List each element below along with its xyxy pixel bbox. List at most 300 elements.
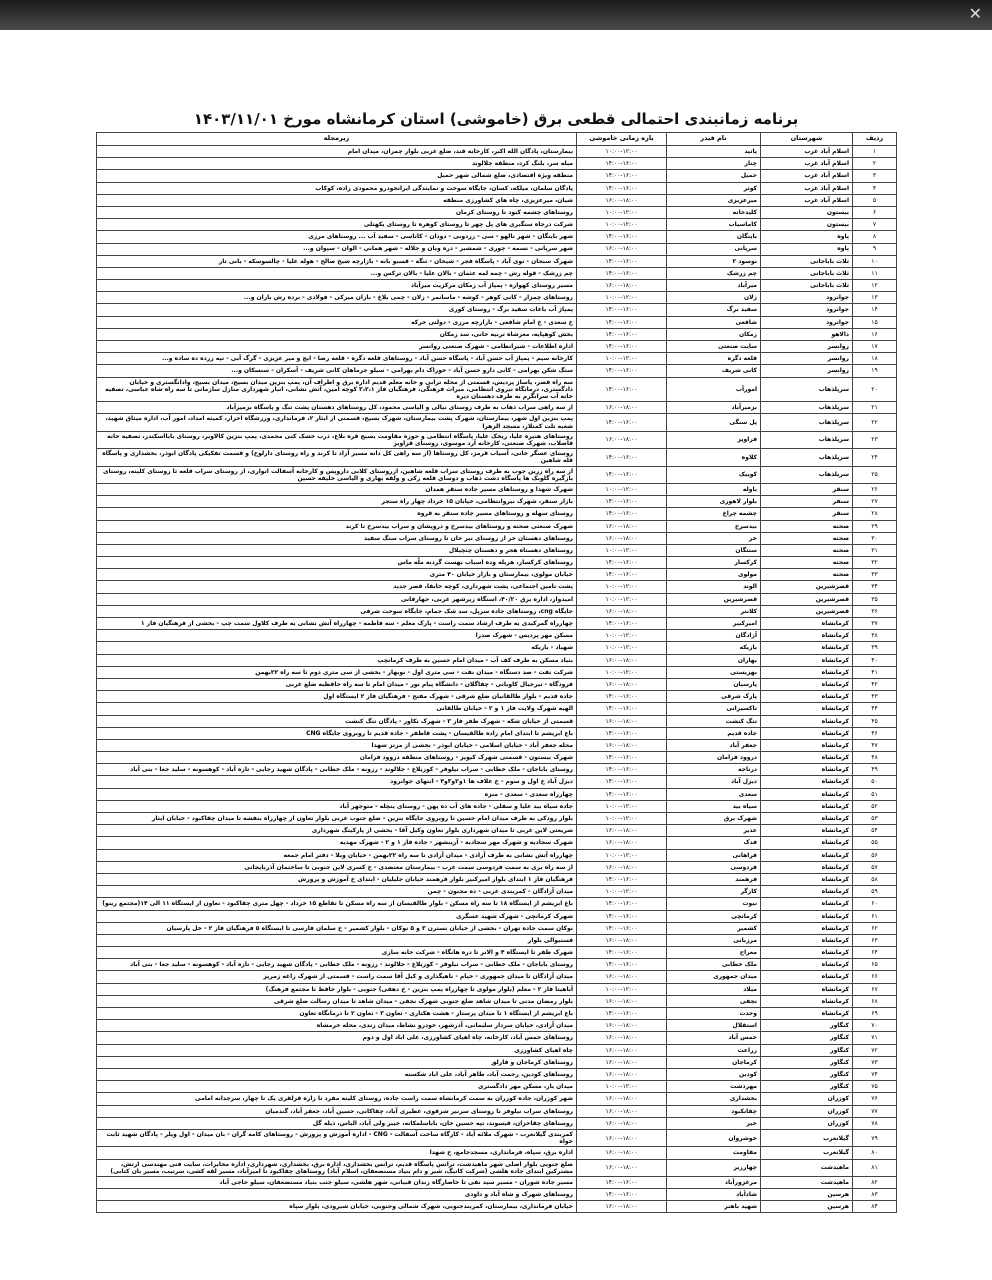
table-row [97,764,897,776]
city-cell: کرمانشاه [761,752,853,764]
areas-cell: کارخانه سیم - پمپاژ آب حسن آباد - پاسگاه حسن آباد - روستاهای قلعه دگره - قلعه رضا - ایج و میر عزیزی - گرگ آبی - تپه زرده ده ساده و... [97,353,577,365]
viewer-toolbar [0,0,992,30]
feeder-cell: میرآباد [667,280,761,292]
city-cell: سنقر [761,508,853,520]
table-row [97,402,897,414]
time-range-cell: ۱۴:۰۰-۱۶:۰۰ [577,341,667,353]
areas-cell: اداره اطلاعات - شیرانظامی - شهرک صنعتی روانسر [97,341,577,353]
table-row [97,1056,897,1068]
feeder-cell: میلاد [667,983,761,995]
areas-cell: محله جعفر آباد - خیابان اسلامی - خیابان ابوذر - بخشی از مرتز شهدا [97,739,577,751]
feeder-cell: امورآب [667,377,761,402]
city-cell: کنگاور [761,1044,853,1056]
areas-cell: شهرک سجادیه و شهرک مهر سجادیه - آرینشهر - جاده فاز ۱ و ۲ - شهرک مهدیه [97,837,577,849]
time-range-cell: ۱۶:۰۰-۱۸:۰۰ [577,431,667,448]
areas-cell: شهر کوزران، جاده کوزران به سمت کرمانشاه سمت راست جاده، روستای کلینه مفرد تا زاره قزلقری یک تا چهار، سرجدانه امامی [97,1093,577,1105]
close-icon[interactable]: ✕ [968,4,982,23]
table-row [97,194,897,206]
time-range-cell: ۱۰:۰۰-۱۲:۰۰ [577,292,667,304]
row-number: ۶۰ [853,898,897,910]
row-number: ۷۰ [853,1020,897,1032]
areas-cell: فرهنگیان فاز ۱ ابتدای بلوار امیرکبیر بلوار فرهمند خیابان جلیلیان - ابتدای خ آموزش و پرورش [97,873,577,885]
table-row [97,776,897,788]
areas-cell: شیان، میرعزیزی، چاه های کشاورزی منطقه [97,194,577,206]
table-row [97,959,897,971]
row-number: ۲۷ [853,496,897,508]
row-number: ۳۷ [853,618,897,630]
table-row [97,983,897,995]
table-row [97,934,897,946]
feeder-cell: آزادگان [667,630,761,642]
row-number: ۶۲ [853,922,897,934]
city-cell: کرمانشاه [761,739,853,751]
feeder-cell: حمیل [667,170,761,182]
column-header-row-number: ردیف [853,133,897,146]
table-row [97,496,897,508]
city-cell: کنگاور [761,1020,853,1032]
city-cell: کوزران [761,1117,853,1129]
time-range-cell: ۱۴:۰۰-۱۶:۰۰ [577,557,667,569]
city-cell: گیلانغرب [761,1129,853,1146]
city-cell: کوزران [761,1105,853,1117]
table-row [97,618,897,630]
city-cell: قصرشیرین [761,581,853,593]
city-cell: ماهیدشت [761,1176,853,1188]
city-cell: صحنه [761,544,853,556]
city-cell: سنقر [761,496,853,508]
city-cell: کرمانشاه [761,654,853,666]
feeder-cell: نجفی [667,995,761,1007]
feeder-cell: نیوت [667,898,761,910]
areas-cell: شهرک ظفر تا ایستگاه ۴ و الانر تا دره هانگاه - شرکت خانه سازی [97,947,577,959]
areas-cell: مسیر جاده شوران - مسیر سید نقی تا خاضارگاه زندان قبیانی، شهر هلشی، سیلو جنب بنیاد مستضعفان، سیلو حاجی آباد [97,1176,577,1188]
table-row [97,703,897,715]
time-range-cell: ۱۴:۰۰-۱۶:۰۰ [577,569,667,581]
table-row [97,280,897,292]
time-range-cell: ۱۴:۰۰-۱۶:۰۰ [577,449,667,466]
table-row [97,1081,897,1093]
time-range-cell: ۱۰:۰۰-۱۲:۰۰ [577,593,667,605]
feeder-cell: کرمانچی [667,910,761,922]
areas-cell: روستاهای چقاخزان، قیسوند، تپه حسین خان، باباسلمکانه، خیبر ولی آباد، الیاس، ذیله گل [97,1117,577,1129]
row-number: ۳۲ [853,557,897,569]
city-cell: کنگاور [761,1068,853,1080]
time-range-cell: ۱۴:۰۰-۱۶:۰۰ [577,764,667,776]
time-range-cell: ۱۴:۰۰-۱۶:۰۰ [577,898,667,910]
feeder-cell: استقلال [667,1020,761,1032]
row-number: ۲۰ [853,377,897,402]
city-cell: کنگاور [761,1056,853,1068]
feeder-cell: معراج [667,947,761,959]
city-cell: صحنه [761,569,853,581]
feeder-cell: ملک خطابی [667,959,761,971]
table-row [97,849,897,861]
city-cell: سرپلذهاب [761,377,853,402]
areas-cell: جاده سیاه بید علیا و سفلی - جاده های آب ده پهن - روستای ینچله - متوجهر آباد [97,800,577,812]
row-number: ۶۴ [853,947,897,959]
table-row [97,971,897,983]
time-range-cell: ۱۶:۰۰-۱۸:۰۰ [577,825,667,837]
feeder-cell: کلیدخانه [667,206,761,218]
areas-cell: روستاهای خمس آباد، کارخانه، چاه اهیای کشاورزی، علی اباد اول و دوم [97,1032,577,1044]
table-row [97,182,897,194]
time-range-cell: ۱۴:۰۰-۱۶:۰۰ [577,414,667,431]
table-row [97,898,897,910]
time-range-cell: ۱۴:۰۰-۱۶:۰۰ [577,316,667,328]
row-number: ۷۴ [853,1068,897,1080]
areas-cell: روستاهای دهستاه هجر و دهستان چنچیلال [97,544,577,556]
feeder-cell: الوند [667,581,761,593]
table-body [97,146,897,1213]
row-number: ۱۶ [853,328,897,340]
row-number: ۴۴ [853,703,897,715]
time-range-cell: ۱۶:۰۰-۱۸:۰۰ [577,1032,667,1044]
table-row [97,304,897,316]
city-cell: بیستون [761,206,853,218]
feeder-cell: درناجه [667,764,761,776]
areas-cell: بنیاد مسکن به طرف کف آب - میدان امام حسین به طرف کرمانچپ [97,654,577,666]
feeder-cell: خمس آباد [667,1032,761,1044]
row-number: ۴۷ [853,739,897,751]
time-range-cell: ۱۶:۰۰-۱۸:۰۰ [577,1068,667,1080]
row-number: ۵۵ [853,837,897,849]
areas-cell: میدان آزادگان - کمربندی غربی - ده مجنون - چمن [97,886,577,898]
row-number: ۵۴ [853,825,897,837]
table-row [97,910,897,922]
feeder-cell: کلاوه [667,449,761,466]
feeder-cell: مرزبانی [667,934,761,946]
areas-cell: پمپ بنزین اول شهر، بیمارستان، شهرک پشت بیمارستان، شهرک بسیج، قسمتی از ایثار ۲، فرمانداری، ورزشگاه احرار، کمیته امداد، امور آب، اداره میثاق شهید، شعبه تلت کمتلار، مسجد الزهرا [97,414,577,431]
areas-cell: آناهیتا فاز ۲ - معلم (بلوار مولوی تا چهارراه پمپ بنزین - خ دهقی) جنوبی - بلوار حافظ تا مجتمع فرهنگ) [97,983,577,995]
row-number: ۲۳ [853,431,897,448]
city-cell: اسلام آباد غرب [761,194,853,206]
feeder-cell: فرهمند [667,873,761,885]
areas-cell: باغ ابریشم تا ابتدای امام زاده طالقیسان - پشت قاطفر - جاده قدیم تا روبروی جایگاه CNG [97,727,577,739]
row-number: ۵ [853,194,897,206]
city-cell: کرمانشاه [761,861,853,873]
table-row [97,752,897,764]
time-range-cell: ۱۴:۰۰-۱۶:۰۰ [577,377,667,402]
row-number: ۵۳ [853,813,897,825]
city-cell: صحنه [761,532,853,544]
time-range-cell: ۱۰:۰۰-۱۲:۰۰ [577,813,667,825]
outage-schedule-table [96,132,897,1213]
feeder-cell: نوسود ۲ [667,255,761,267]
feeder-cell: کودین [667,1068,761,1080]
areas-cell: بازار سنقر، شهرک نیروانتظامی، خیابان ۱۵ خرداد چهار راه سنجر [97,496,577,508]
areas-cell: سه راه قصر، پاساژ پردیس، قسمتی از محله ترابی و خانه معلم قدیم اداره برق و اطراف آن، پمپ بنزین میدان بسیج، میدان بسیج، وادانگستری و خیابان دادگستری، درمانگاه نیروی انتظامی، میراث فرهنگی، فرهنگیان فاز ۳،۲،۱ کوچه امین، آتش نشانی، انبار شهرداری منازل سازمانی تا سه راه شاه عباسی، تصفیه خانه آب سرانگرم به طرف دهستان دیره [97,377,577,402]
feeder-cell: زراعت [667,1044,761,1056]
time-range-cell: ۱۶:۰۰-۱۸:۰۰ [577,1020,667,1032]
areas-cell: اداره برق، سپاه، فرمانداری، مسجدجامع، خ شهدا [97,1147,577,1159]
city-cell: سرپلذهاب [761,449,853,466]
row-number: ۸۰ [853,1147,897,1159]
time-range-cell: ۱۶:۰۰-۱۸:۰۰ [577,520,667,532]
time-range-cell: ۱۶:۰۰-۱۸:۰۰ [577,739,667,751]
city-cell: روانسر [761,341,853,353]
table-row [97,739,897,751]
table-row [97,1159,897,1176]
city-cell: کرمانشاه [761,971,853,983]
table-row [97,642,897,654]
feeder-cell: زلان [667,292,761,304]
areas-cell: شریعتی لاین غربی تا میدان شهرداری بلوار تعاون وکیل آقا - بخشی از پارکینگ شهرداری [97,825,577,837]
table-row [97,431,897,448]
feeder-cell: شهرک برق [667,813,761,825]
feeder-cell: تاکسیرانی [667,703,761,715]
feeder-cell: سنتگان [667,544,761,556]
row-number: ۸۱ [853,1159,897,1176]
city-cell: کرمانشاه [761,983,853,995]
areas-cell: روستاهای کرکسار، هریله وده اسیاب بهست گردنه ملّه ماس [97,557,577,569]
areas-cell: فستیوالی بلوار [97,934,577,946]
city-cell: روانسر [761,365,853,377]
row-number: ۳۵ [853,593,897,605]
areas-cell: بخش کوهپایه، مغرشاه تربیه خانی، سد زمکان [97,328,577,340]
table-row [97,800,897,812]
city-cell: کرمانشاه [761,800,853,812]
row-number: ۲۹ [853,520,897,532]
areas-cell: شرکت درجاه سنگبری های پل چهر تا روستای کوهره تا روستای یکهتلی [97,219,577,231]
row-number: ۳۹ [853,642,897,654]
city-cell: کرمانشاه [761,849,853,861]
row-number: ۵۱ [853,788,897,800]
row-number: ۴۵ [853,715,897,727]
feeder-cell: باینگان [667,231,761,243]
feeder-cell: وحدت [667,1008,761,1020]
time-range-cell: ۱۶:۰۰-۱۸:۰۰ [577,194,667,206]
table-row [97,1008,897,1020]
city-cell: ثلاث باباجانی [761,255,853,267]
time-range-cell: ۱۴:۰۰-۱۶:۰۰ [577,959,667,971]
row-number: ۸۳ [853,1189,897,1201]
areas-cell: کمربندی گیلانغرب - شهرک ملائه آباد - کارگاه ساخت آسفالت - CNG - اداره آموزش و پرورش - روستاهای کامه گران - بان میدان - اول ویلر - پادگان شهید ثابت خواه [97,1129,577,1146]
city-cell: کرمانشاه [761,825,853,837]
table-row [97,267,897,279]
column-header-time-range: بازه زمانی خاموشی [577,133,667,146]
table-row [97,158,897,170]
feeder-cell: سعدی [667,788,761,800]
feeder-cell: کاماسیاب [667,219,761,231]
time-range-cell: ۱۶:۰۰-۱۸:۰۰ [577,605,667,617]
city-cell: ثلاث باباجانی [761,280,853,292]
areas-cell: شهرک سبحان - نوی آباد - پاسگاه فجر - شیخان - تنگه - قسبو بانه - بازارچه شیخ صالح - هوله علیا - چالسوسکه - بانی تار [97,255,577,267]
feeder-cell: کرماجان [667,1056,761,1068]
table-row [97,146,897,158]
row-number: ۶۹ [853,1008,897,1020]
table-row [97,1068,897,1080]
time-range-cell: ۱۶:۰۰-۱۸:۰۰ [577,995,667,1007]
areas-cell: روستاهای سراب نیلوفر تا روستای سرنیر شرقوی، غطیری آباد، چقاکانی، حسین آباد، جعفر آباد، گندمیان [97,1105,577,1117]
table-row [97,243,897,255]
row-number: ۲۵ [853,466,897,483]
schedule-document [96,108,896,1213]
table-row [97,1020,897,1032]
time-range-cell: ۱۶:۰۰-۱۸:۰۰ [577,837,667,849]
column-header-city: شهرستان [761,133,853,146]
time-range-cell: ۱۴:۰۰-۱۶:۰۰ [577,328,667,340]
table-row [97,593,897,605]
table-row [97,1176,897,1188]
feeder-cell: فردوسی [667,861,761,873]
city-cell: اسلام آباد غرب [761,170,853,182]
row-number: ۷۹ [853,1129,897,1146]
time-range-cell: ۱۰:۰۰-۱۲:۰۰ [577,800,667,812]
table-row [97,520,897,532]
table-row [97,691,897,703]
city-cell: ماهیدشت [761,1159,853,1176]
time-range-cell: ۱۴:۰۰-۱۶:۰۰ [577,1176,667,1188]
areas-cell: پمپاژ آب باغات سفید برگ - روستای کوری [97,304,577,316]
time-range-cell: ۱۶:۰۰-۱۸:۰۰ [577,654,667,666]
city-cell: کرمانشاه [761,873,853,885]
areas-cell: شهرک بیستون - قسمتی شهرک کیویز - روستاهای منطقه دروود فرامان [97,752,577,764]
time-range-cell: ۱۴:۰۰-۱۶:۰۰ [577,267,667,279]
table-row [97,231,897,243]
feeder-cell: بخشداری [667,1093,761,1105]
time-range-cell: ۱۰:۰۰-۱۲:۰۰ [577,146,667,158]
areas-cell: دیزل آباد خ اول و سوم - خ علاف ها ۱و۲و۳و۴ - انتهای جوانرود [97,776,577,788]
table-row [97,292,897,304]
time-range-cell: ۱۶:۰۰-۱۸:۰۰ [577,861,667,873]
row-number: ۶۵ [853,959,897,971]
time-range-cell: ۱۴:۰۰-۱۶:۰۰ [577,788,667,800]
city-cell: کرمانشاه [761,947,853,959]
table-row [97,727,897,739]
city-cell: پاوه [761,231,853,243]
areas-cell: ضلع جنوبی بلوار اصلی شهر ماهیدشت، ترانس پاسگاه قدیم، ترانس بخشداری، اداره برق، بخشداری، شهرداری، اداره مخابرات، سایت فنی مهندسی ارتش، مشترکین ابتدای جاده هلشی (شرکت کاتیگ، شیر و دام بنیاد مستضعفان، اسلام آباد) روستاهای چقاکبود تا امیرآباد، مسیر لقه کشی، سرتیب، مسیر بان کتابی) [97,1159,577,1176]
feeder-cell: دیزل آباد [667,776,761,788]
areas-cell: خ سعدی - خ امام شافعی - بازارچه مرزی - دولتی خرکه [97,316,577,328]
table-row [97,1032,897,1044]
table-row [97,873,897,885]
areas-cell: از سه راه زرین جوب به طرف روستای سراب قلعه شاهین، ازروستای کلانی داروپس و کارخانه آسفالت انواری، از روستای سراب قلعه تا روستای کلینه، روستای بازگیره گلوبک ها پاسگاه دشت ذهاب و دوسای قلعه زکی و ولقه بهاری و الیاسی خلیفه حسین [97,466,577,483]
table-row [97,1117,897,1129]
page-title: برنامه زمانبندی احتمالی قطعی برق (خاموشی) استان کرمانشاه مورخ ۱۴۰۳/۱۱/۰۱ [193,110,799,128]
city-cell: پاوه [761,243,853,255]
feeder-cell: قصرشیرین [667,593,761,605]
time-range-cell: ۱۶:۰۰-۱۸:۰۰ [577,1105,667,1117]
areas-cell: امیدوار، اداره برق ۴۰/۲۰، استگاه زیرشهر غربی، جهارفانی [97,593,577,605]
time-range-cell: ۱۶:۰۰-۱۸:۰۰ [577,971,667,983]
row-number: ۸۲ [853,1176,897,1188]
time-range-cell: ۱۴:۰۰-۱۶:۰۰ [577,691,667,703]
feeder-cell: بهاران [667,654,761,666]
feeder-cell: بهزیستی [667,666,761,678]
city-cell: صحنه [761,557,853,569]
time-range-cell: ۱۰:۰۰-۱۲:۰۰ [577,886,667,898]
table-row [97,328,897,340]
time-range-cell: ۱۰:۰۰-۱۲:۰۰ [577,849,667,861]
feeder-cell: بزمیرآباد [667,402,761,414]
city-cell: کرمانشاه [761,934,853,946]
areas-cell: روستاهای شهرک و شاه آباد و داودی [97,1189,577,1201]
time-range-cell: ۱۰:۰۰-۱۲:۰۰ [577,353,667,365]
row-number: ۴۱ [853,666,897,678]
time-range-cell: ۱۰:۰۰-۱۲:۰۰ [577,544,667,556]
feeder-cell: چهارزبر [667,1159,761,1176]
city-cell: کرمانشاه [761,618,853,630]
time-range-cell: ۱۴:۰۰-۱۶:۰۰ [577,496,667,508]
feeder-cell: بازیکه [667,642,761,654]
time-range-cell: ۱۶:۰۰-۱۸:۰۰ [577,1044,667,1056]
row-number: ۳۶ [853,605,897,617]
areas-cell: مسیر روستای کهواره - پمپاژ آب زمکان مرکزیت میرآباد [97,280,577,292]
time-range-cell: ۱۶:۰۰-۱۸:۰۰ [577,1159,667,1176]
areas-cell: روستاهای چشمه کبود تا روستای کرمان [97,206,577,218]
areas-cell: خیابان فرمانداری، بیمارستان، کمربندجنوبی، شهرک شمالی وجنوبی، خیابان شیرودی، بلوار سپاه [97,1201,577,1213]
time-range-cell: ۱۴:۰۰-۱۶:۰۰ [577,703,667,715]
time-range-cell: ۱۴:۰۰-۱۶:۰۰ [577,1189,667,1201]
city-cell: اسلام آباد غرب [761,158,853,170]
areas-cell: میدان آزادی، خیابان سردار سلیمانی، آذرشهر، خودرو نشاط، میدان زندی، محله خرمشاه [97,1020,577,1032]
table-row [97,922,897,934]
areas-cell: میدان باز، مسکن مهر دادگستری [97,1081,577,1093]
row-number: ۷۵ [853,1081,897,1093]
feeder-cell: امیرکبیر [667,618,761,630]
city-cell: کرمانشاه [761,678,853,690]
city-cell: کرمانشاه [761,788,853,800]
areas-cell: از سه راه بری به سمت فردوسی سمت غرب - بیمارستان معتضدی - خ کسری لاین جنوبی تا ساختمان آذربایجانی [97,861,577,873]
table-row [97,341,897,353]
row-number: ۶۷ [853,983,897,995]
table-row [97,466,897,483]
city-cell: کرمانشاه [761,1008,853,1020]
row-number: ۱۳ [853,292,897,304]
time-range-cell: ۱۰:۰۰-۱۲:۰۰ [577,666,667,678]
areas-cell: خیابان مولوی، بیمارستان و بازار خیابان ۴۰ متری [97,569,577,581]
row-number: ۵۲ [853,800,897,812]
table-row [97,569,897,581]
areas-cell: جاده قدیم - بلوار طالقانیان ضلع شرقی - شهرک مفتح - فرهنگیان فاز ۲ ایستگاه اول [97,691,577,703]
feeder-cell: زمکان [667,328,761,340]
row-number: ۶۸ [853,995,897,1007]
table-row [97,581,897,593]
row-number: ۷۳ [853,1056,897,1068]
feeder-cell: فراویز [667,431,761,448]
time-range-cell: ۱۰:۰۰-۱۲:۰۰ [577,983,667,995]
areas-cell: شهر باینگان - شهر نالهو - سی - زردوبی - دودان - کاناسی - سفید آب ... روستاهای مرزی [97,231,577,243]
time-range-cell: ۱۰:۰۰-۱۲:۰۰ [577,642,667,654]
areas-cell: روستاهای دهستان خر از روستای نیر خان تا روستای سراب سنگ سفید [97,532,577,544]
areas-cell: چهارراه سعدی - سعدی - منزه [97,788,577,800]
time-range-cell: ۱۴:۰۰-۱۶:۰۰ [577,182,667,194]
table-row [97,449,897,466]
table-row [97,886,897,898]
time-range-cell: ۱۴:۰۰-۱۶:۰۰ [577,255,667,267]
time-range-cell: ۱۴:۰۰-۱۶:۰۰ [577,776,667,788]
row-number: ۲۶ [853,483,897,495]
row-number: ۷۷ [853,1105,897,1117]
time-range-cell: ۱۴:۰۰-۱۶:۰۰ [577,910,667,922]
city-cell: کرمانشاه [761,837,853,849]
areas-cell: شهرک کرمانچی - شهرک شهید عسگری [97,910,577,922]
time-range-cell: ۱۶:۰۰-۱۸:۰۰ [577,280,667,292]
city-cell: اسلام آباد غرب [761,146,853,158]
table-row [97,377,897,402]
feeder-cell: پارسیان [667,678,761,690]
feeder-cell: چقانکبود [667,1105,761,1117]
areas-cell: باغ ابریشم از ایستگاه ۱ تا میدان پرستار - هشت هکتاری - تعاون ۳ - تعاون ۲ تا درمانگاه تعاون [97,1008,577,1020]
city-cell: هرسین [761,1189,853,1201]
table-row [97,316,897,328]
city-cell: کرمانشاه [761,691,853,703]
table-row [97,1129,897,1146]
time-range-cell: ۱۴:۰۰-۱۶:۰۰ [577,304,667,316]
table-row [97,1105,897,1117]
areas-cell: میله سر، بلنگ کرد، منطقه جلالوند [97,158,577,170]
table-row [97,654,897,666]
